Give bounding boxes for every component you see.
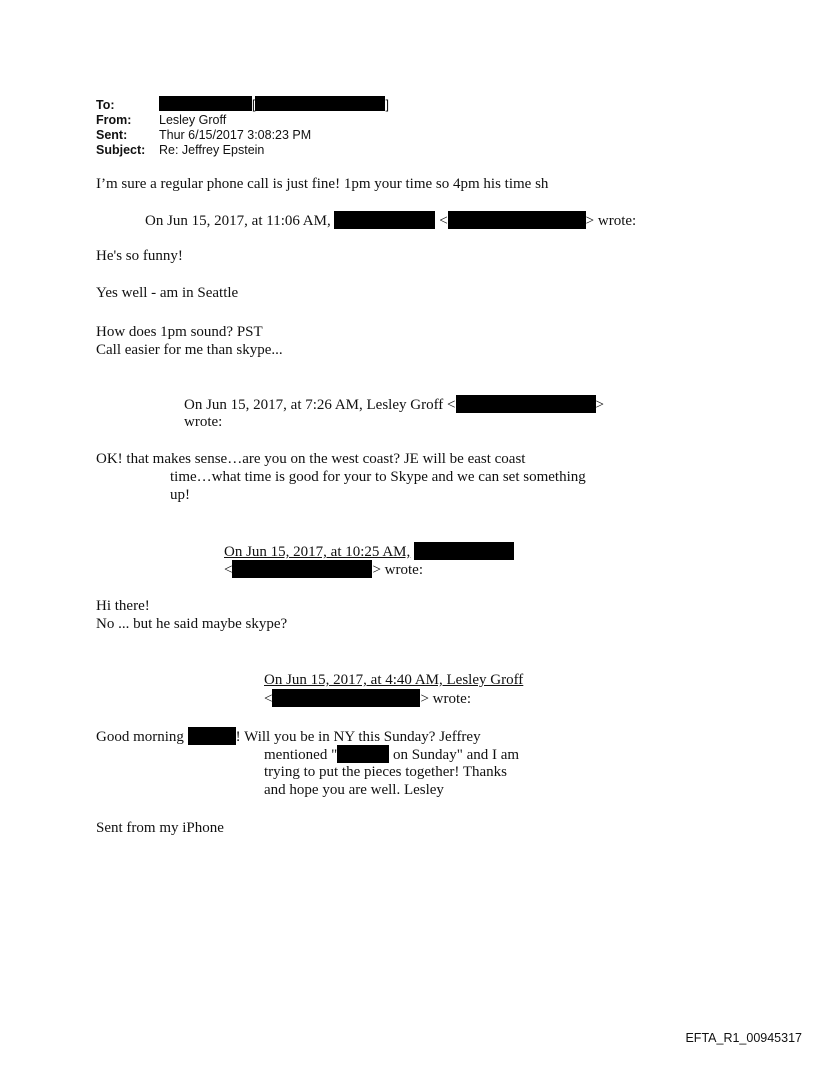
subject-row bbox=[96, 143, 389, 158]
sent-label: Sent: bbox=[96, 128, 128, 142]
from-label: From: bbox=[96, 113, 132, 127]
message-line: Yes well - am in Seattle bbox=[96, 285, 239, 301]
subject-label: Subject: bbox=[96, 143, 146, 157]
email-header bbox=[96, 96, 389, 158]
redaction-block bbox=[159, 96, 252, 111]
message-line: Good morning ! Will you be in NY this Sunday? Jeffrey bbox=[96, 729, 481, 745]
message-line: OK! that makes sense…are you on the west coast? JE will be east coast bbox=[96, 451, 526, 467]
redaction-block bbox=[448, 211, 586, 229]
redaction-block bbox=[334, 211, 435, 229]
message-line: and hope you are well. Lesley bbox=[264, 782, 444, 798]
message-line: trying to put the pieces together! Thanks bbox=[264, 764, 507, 780]
attribution-line: < > wrote: bbox=[264, 691, 471, 707]
message-line: mentioned " on Sunday" and I am bbox=[264, 747, 520, 763]
from-value: Lesley Groff bbox=[159, 113, 227, 127]
subject-value: Re: Jeffrey Epstein bbox=[159, 143, 265, 157]
redaction-block bbox=[255, 96, 385, 111]
attribution-wrote: wrote: bbox=[184, 414, 223, 430]
attribution-line: < > wrote: bbox=[224, 562, 423, 578]
sent-row bbox=[96, 128, 389, 143]
from-row bbox=[96, 113, 389, 128]
signature: Sent from my iPhone bbox=[96, 820, 224, 836]
to-row bbox=[96, 96, 389, 113]
message-line: Hi there! bbox=[96, 598, 150, 614]
redaction-block bbox=[337, 745, 389, 763]
redaction-block bbox=[188, 727, 236, 745]
attribution-line: On Jun 15, 2017, at 4:40 AM, Lesley Groff bbox=[264, 672, 524, 688]
reply-top: I’m sure a regular phone call is just fine! 1pm your time so 4pm his time sh bbox=[96, 176, 549, 192]
document-id: EFTA_R1_00945317 bbox=[685, 1031, 802, 1045]
redaction-block bbox=[456, 395, 596, 413]
message-line: No ... but he said maybe skype? bbox=[96, 616, 288, 632]
redaction-block bbox=[414, 542, 514, 560]
attribution-line: On Jun 15, 2017, at 11:06 AM, < > wrote: bbox=[145, 213, 637, 229]
to-close-bracket: ] bbox=[385, 98, 389, 112]
attribution-line: On Jun 15, 2017, at 10:25 AM, bbox=[224, 542, 514, 561]
to-label: To: bbox=[96, 98, 115, 112]
message-line: How does 1pm sound? PST bbox=[96, 324, 263, 340]
to-open-bracket: [ bbox=[252, 98, 256, 112]
message-line: up! bbox=[170, 487, 190, 503]
message-line: time…what time is good for your to Skype and we can set something bbox=[170, 469, 586, 485]
attribution-line: On Jun 15, 2017, at 7:26 AM, Lesley Groff < > bbox=[184, 397, 604, 413]
message-line: He's so funny! bbox=[96, 248, 183, 264]
redaction-block bbox=[232, 560, 372, 578]
sent-value: Thur 6/15/2017 3:08:23 PM bbox=[159, 128, 312, 142]
redaction-block bbox=[272, 689, 420, 707]
message-line: Call easier for me than skype... bbox=[96, 342, 283, 358]
